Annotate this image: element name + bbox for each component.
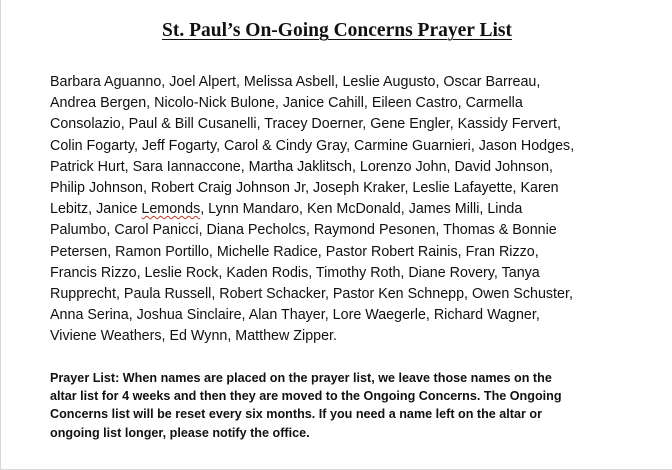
- names-line: Andrea Bergen, Nicolo-Nick Bulone, Janice Cahill, Eileen Castro, Carmella: [50, 95, 523, 112]
- names-line: Consolazio, Paul & Bill Cusanelli, Tracey Doerner, Gene Engler, Kassidy Fervert,: [50, 116, 561, 133]
- names-line: Anna Serina, Joshua Sinclaire, Alan Thayer, Lore Waegerle, Richard Wagner,: [50, 307, 540, 324]
- note-line: Prayer List: When names are placed on the prayer list, we leave those names on the: [50, 371, 552, 385]
- note-line: Concerns list will be reset every six months. If you need a name left on the altar or: [50, 407, 542, 422]
- names-line: Patrick Hurt, Sara Iannaccone, Martha Jaklitsch, Lorenzo John, David Johnson,: [50, 158, 554, 175]
- names-line: Philip Johnson, Robert Craig Johnson Jr, Joseph Kraker, Leslie Lafayette, Karen: [50, 180, 559, 197]
- names-line: Barbara Aguanno, Joel Alpert, Melissa Asbell, Leslie Augusto, Oscar Barreau,: [50, 74, 541, 90]
- names-line: Rupprecht, Paula Russell, Robert Schacker, Pastor Ken Schnepp, Owen Schuster,: [50, 286, 573, 303]
- spellcheck-flagged-word[interactable]: Lemonds: [141, 201, 201, 218]
- names-line: Colin Fogarty, Jeff Fogarty, Carol & Cindy Gray, Carmine Guarnieri, Jason Hodges,: [50, 137, 575, 154]
- names-line: Francis Rizzo, Leslie Rock, Kaden Rodis, Timothy Roth, Diane Rovery, Tanya: [50, 264, 540, 281]
- names-line: Viviene Weathers, Ed Wynn, Matthew Zipper.: [50, 328, 338, 345]
- page-title-text: St. Paul’s On-Going Concerns Prayer List: [162, 20, 512, 41]
- names-line: , Lynn Mandaro, Ken McDonald, James Milli, Linda: [200, 201, 523, 218]
- names-line: Palumbo, Carol Panicci, Diana Pecholcs, Raymond Pesonen, Thomas & Bonnie: [50, 222, 557, 239]
- prayer-names-paragraph: [50, 72, 650, 348]
- names-line: Petersen, Ramon Portillo, Michelle Radice, Pastor Robert Rainis, Fran Rizzo,: [50, 243, 539, 260]
- note-line: altar list for 4 weeks and then they are moved to the Ongoing Concerns. The Ongoing: [50, 389, 562, 404]
- note-line: ongoing list longer, please notify the office.: [50, 425, 310, 440]
- prayer-list-policy-note: [50, 369, 650, 442]
- page-title: [1, 19, 672, 43]
- names-line: Lebitz, Janice: [50, 201, 142, 218]
